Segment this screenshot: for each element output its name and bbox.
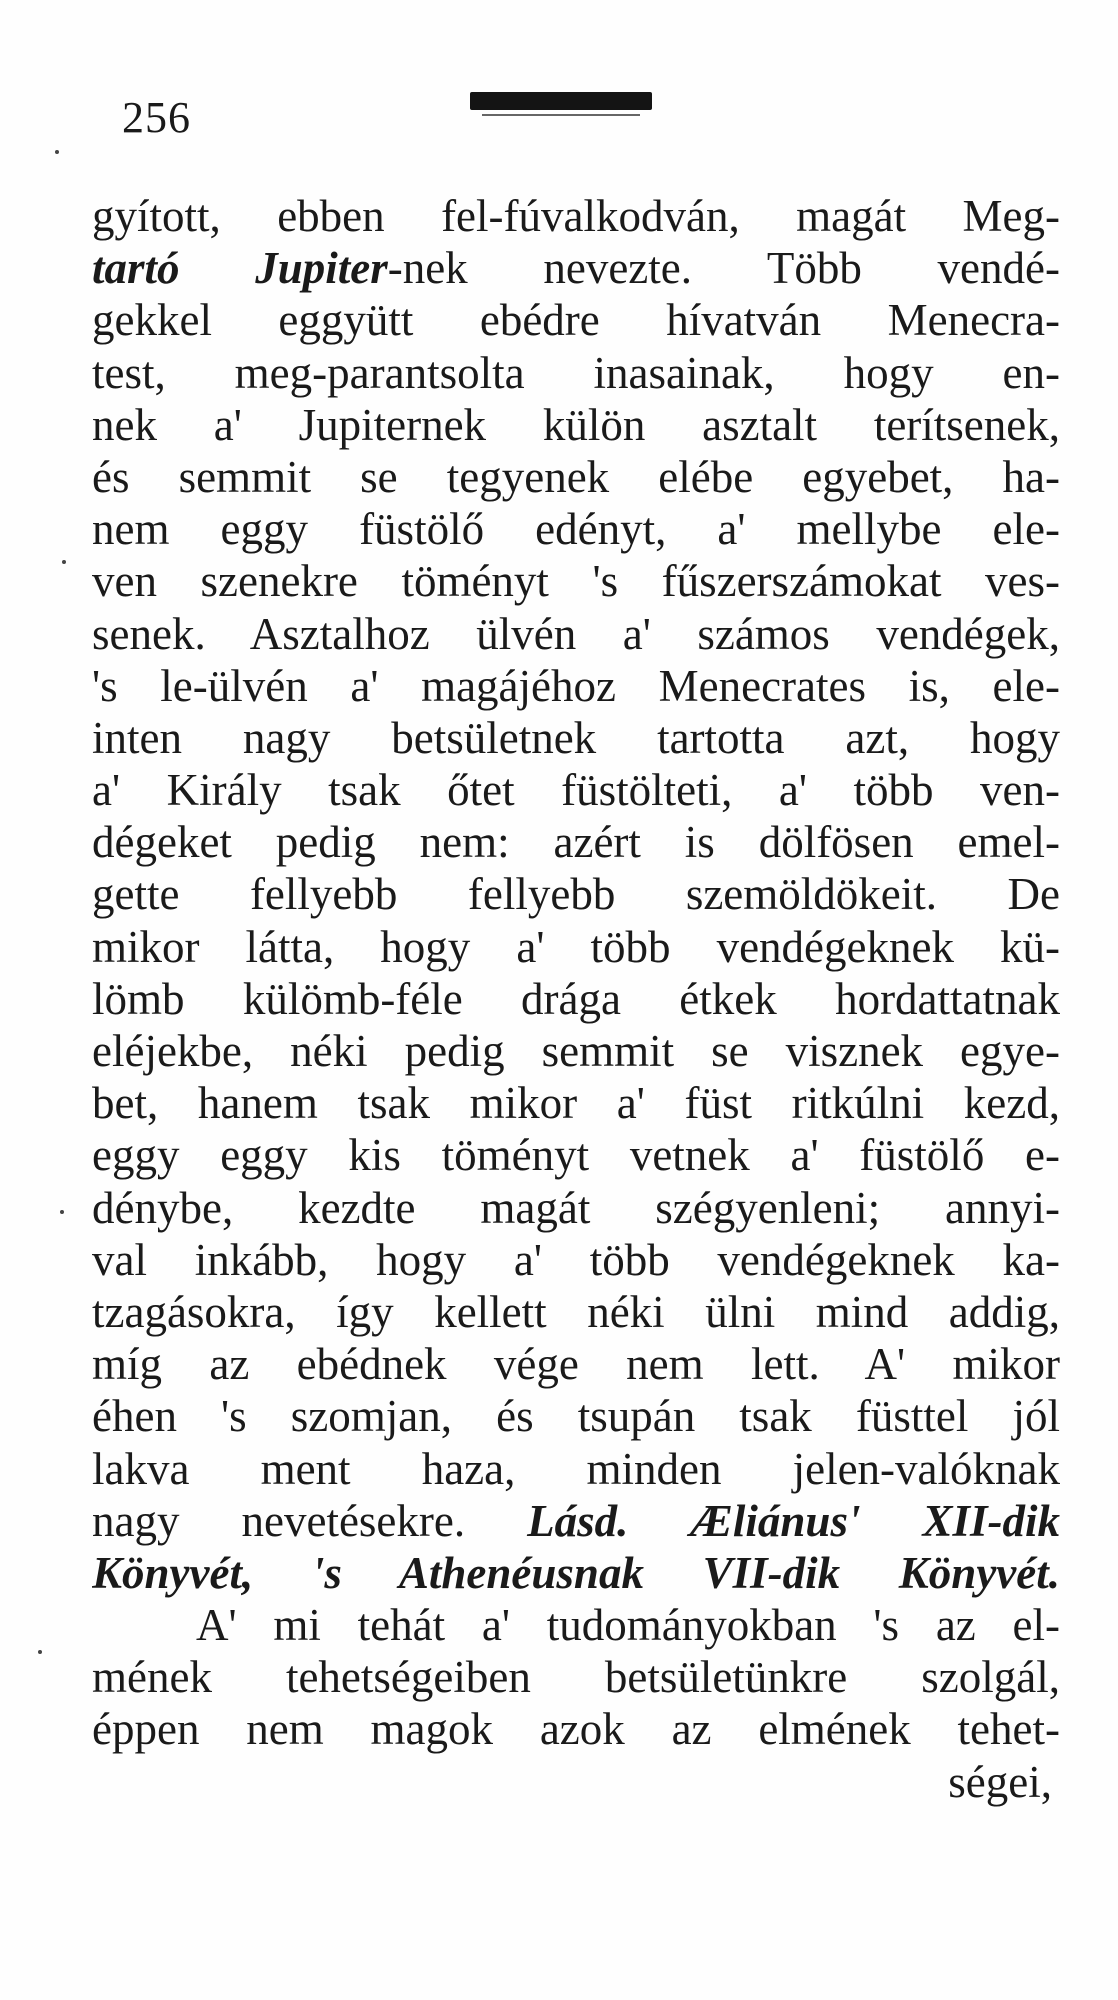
text-line: eggy eggy kis töményt vetnek a' füstölő e- [92, 1130, 1060, 1181]
text-line [92, 242, 1060, 294]
text-span: -nek nevezte. Több vendé- [387, 243, 1060, 294]
text-line: tzagásokra, így kellett néki ülni mind addig, [92, 1286, 1060, 1337]
text-line: nek a' Jupiternek külön asztalt terítsenek, [92, 399, 1060, 450]
text-line: éhen 's szomjan, és tsupán tsak füsttel jól [92, 1391, 1060, 1442]
text-line: a' Király tsak őtet füstölteti, a' több ven- [92, 765, 1060, 816]
text-line: 's le-ülvén a' magájéhoz Menecrates is, ele- [92, 660, 1060, 711]
text-line: gyított, ebben fel-fúvalkodván, magát Meg- [92, 191, 1060, 241]
italic-text: Könyvét, 's Athenéusnak VII-dik Könyvét. [92, 1547, 1060, 1598]
text-line: nem eggy füstölő edényt, a' mellybe ele- [92, 504, 1060, 555]
text-line: bet, hanem tsak mikor a' füst ritkúlni kezd, [92, 1078, 1060, 1129]
text-line: dénybe, kezdte magát szégyenleni; annyi- [92, 1182, 1060, 1233]
page-number: 256 [122, 93, 191, 142]
text-line: senek. Asztalhoz ülvén a' számos vendégek, [92, 608, 1060, 659]
text-line: éppen nem magok azok az elmének tehet- [92, 1704, 1060, 1755]
text-line: A' mi tehát a' tudományokban 's az el- [196, 1600, 1060, 1651]
text-line: ségei, [948, 1756, 1052, 1807]
print-speck [60, 1210, 64, 1214]
print-speck [55, 150, 59, 154]
text-line: mének tehetségeiben betsületünkre szolgál, [92, 1652, 1060, 1703]
text-line: val inkább, hogy a' több vendégeknek ka- [92, 1234, 1060, 1285]
text-line: lömb külömb-féle drága étkek hordattatnak [92, 973, 1060, 1024]
text-line: gette fellyebb fellyebb szemöldökeit. De [92, 869, 1060, 920]
print-speck [62, 560, 66, 564]
text-line: eléjekbe, néki pedig semmit se visznek egye- [92, 1026, 1060, 1076]
text-line: és semmit se tegyenek elébe egyebet, ha- [92, 451, 1060, 502]
text-span: nagy nevetésekre. [92, 1495, 528, 1546]
italic-text: tartó Jupiter [92, 243, 388, 294]
text-line: mikor látta, hogy a' több vendégeknek kü- [92, 921, 1060, 972]
italic-text: Lásd. Æliánus' XII-dik [527, 1495, 1060, 1546]
body-text [92, 190, 1060, 1808]
text-line: gekkel eggyütt ebédre hívatván Menecra- [92, 295, 1060, 346]
text-line: ven szenekre töményt 's fűszerszámokat ves- [92, 556, 1060, 607]
text-line: míg az ebédnek vége nem lett. A' mikor [92, 1339, 1060, 1390]
text-line: test, meg-parantsolta inasainak, hogy en- [92, 347, 1060, 398]
header-ornament-rule [470, 92, 652, 110]
text-line [92, 1547, 1060, 1599]
text-line: lakva ment haza, minden jelen-valóknak [92, 1443, 1060, 1494]
text-line: dégeket pedig nem: azért is dölfösen emel- [92, 817, 1060, 868]
text-line: inten nagy betsületnek tartotta azt, hogy [92, 712, 1060, 763]
header-thin-rule [482, 114, 640, 116]
text-line [92, 1495, 1060, 1547]
print-speck [38, 1650, 42, 1654]
